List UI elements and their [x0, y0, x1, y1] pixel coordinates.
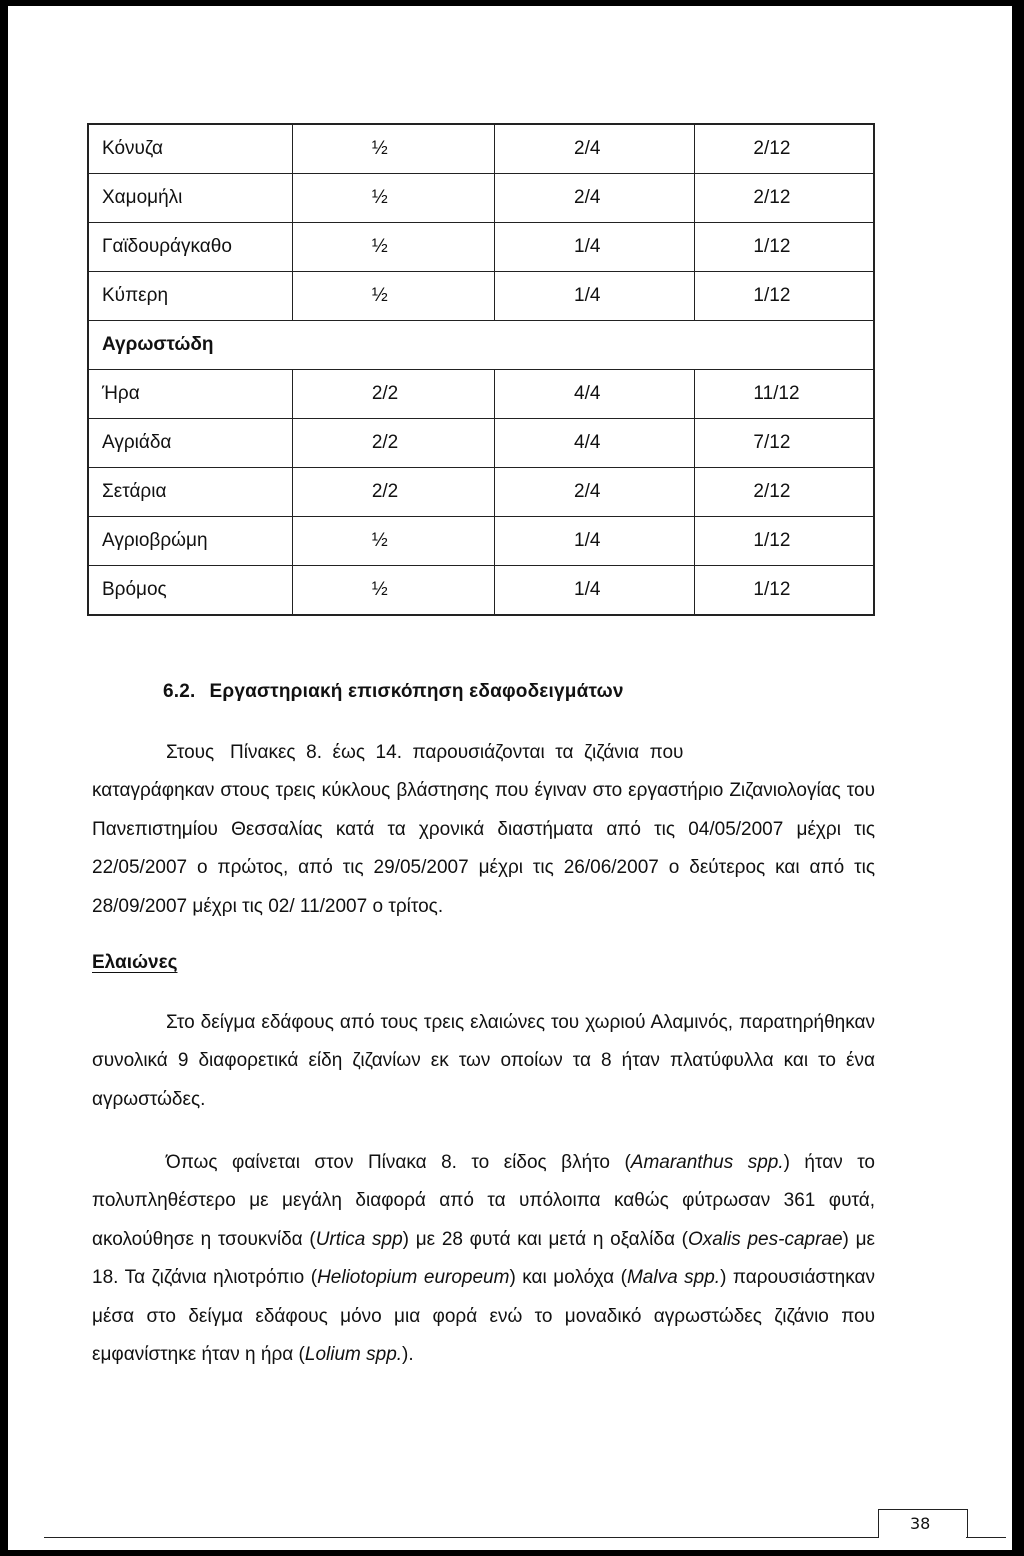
text-run: ) παρουσιάστηκαν μέσα στο δείγμα εδάφους μόνο μια φορά ενώ το μοναδικό αγρωστώδες ζιζάνιο που εμφανίστηκε ήταν η ήρα (: [92, 1267, 875, 1366]
table-row: [88, 272, 874, 321]
cycle3-cell: 1/12: [695, 272, 874, 321]
cycle3-cell: 11/12: [695, 370, 874, 419]
cycle2-cell: 4/4: [495, 419, 695, 468]
cycle3-cell: 1/12: [695, 566, 874, 616]
cycle1-cell: ½: [292, 223, 494, 272]
cycle1-cell: 2/2: [292, 419, 494, 468]
text-run: ) με 18. Τα ζιζάνια ηλιοτρόπιο (: [92, 1228, 876, 1289]
cycle2-cell: 2/4: [495, 124, 695, 174]
cycle1-cell: ½: [292, 517, 494, 566]
paragraph-intro-first-line: Στους Πίνακες 8. έως 14. παρουσιάζονται τα ζιζάνια που: [166, 742, 684, 763]
cycle2-cell: 2/4: [495, 468, 695, 517]
cycle3-cell: 1/12: [695, 223, 874, 272]
cycle3-cell: 2/12: [695, 468, 874, 517]
table-row: [88, 223, 874, 272]
section-heading: [163, 681, 624, 703]
text-run: ) και μολόχα (: [509, 1267, 627, 1289]
table-row: [88, 174, 874, 223]
table-group-row: [88, 321, 874, 370]
cycle1-cell: ½: [292, 566, 494, 616]
page-number: 38: [910, 1514, 931, 1533]
weed-name-cell: Βρόμος: [88, 566, 292, 616]
species-heliotropium: Heliotopium europeum: [317, 1267, 510, 1289]
table-row: [88, 517, 874, 566]
cycle2-cell: 1/4: [495, 566, 695, 616]
cycle1-cell: ½: [292, 174, 494, 223]
species-oxalis: Oxalis pes-caprae: [687, 1228, 843, 1250]
species-lolium: Lolium spp.: [304, 1344, 403, 1366]
weed-frequency-table: [87, 123, 875, 616]
cycle3-cell: 2/12: [695, 174, 874, 223]
table-row: [88, 566, 874, 616]
weed-name-cell: Σετάρια: [88, 468, 292, 517]
group-label: Αγρωστώδη: [88, 321, 874, 370]
paragraph-intro: [92, 734, 875, 926]
text-run: ).: [402, 1344, 414, 1366]
paragraph-olive-results: [92, 1144, 875, 1374]
cycle3-cell: 2/12: [695, 124, 874, 174]
footer-rule: [44, 1537, 878, 1538]
olive-groves-title: Ελαιώνες: [92, 952, 178, 973]
species-urtica: Urtica spp: [315, 1228, 403, 1250]
weed-name-cell: Αγριάδα: [88, 419, 292, 468]
table-row: [88, 468, 874, 517]
cycle1-cell: 2/2: [292, 468, 494, 517]
weed-name-cell: Ήρα: [88, 370, 292, 419]
cycle2-cell: 1/4: [495, 517, 695, 566]
weed-name-cell: Κύπερη: [88, 272, 292, 321]
paragraph-intro-rest: καταγράφηκαν στους τρεις κύκλους βλάστησης που έγιναν στο εργαστήριο Ζιζανιολογίας του Πανεπιστημίου Θεσσαλίας κατά τα χρονικά διαστήματα από τις 04/05/2007 μέχρι τις 22/05/2007 ο πρώτος, από τις 29/05/2007 μέχρι τις 26/06/2007 ο δεύτερος και από τις 28/09/2007 μέχρι τις 02/ 11/2007 ο τρίτος.: [92, 780, 875, 917]
weed-name-cell: Χαμομήλι: [88, 174, 292, 223]
cycle1-cell: ½: [292, 272, 494, 321]
section-title: Εργαστηριακή επισκόπηση εδαφοδειγμάτων: [209, 681, 624, 702]
cycle3-cell: 7/12: [695, 419, 874, 468]
cycle3-cell: 1/12: [695, 517, 874, 566]
cycle2-cell: 1/4: [495, 223, 695, 272]
cycle2-cell: 1/4: [495, 272, 695, 321]
page-footer: [8, 1508, 1012, 1548]
footer-rule-tail: [966, 1537, 1006, 1538]
weed-name-cell: Κόνυζα: [88, 124, 292, 174]
text-run: ) με 28 φυτά και μετά η οξαλίδα (: [402, 1228, 688, 1250]
section-number: 6.2.: [163, 681, 196, 702]
document-page: [8, 6, 1012, 1550]
text-run: ) ήταν το πολυπληθέστερο με μεγάλη διαφορά από τα υπόλοιπα καθώς φύτρωσαν 361 φυτά, ακολούθησε η τσουκνίδα (: [92, 1152, 875, 1250]
table-row: [88, 419, 874, 468]
cycle2-cell: 2/4: [495, 174, 695, 223]
weed-name-cell: Αγριοβρώμη: [88, 517, 292, 566]
weed-name-cell: Γαϊδουράγκαθο: [88, 223, 292, 272]
species-malva: Malva spp.: [626, 1267, 721, 1289]
table-row: [88, 124, 874, 174]
species-amaranthus: Amaranthus spp.: [630, 1152, 784, 1173]
table-row: [88, 370, 874, 419]
cycle2-cell: 4/4: [495, 370, 695, 419]
paragraph-olive-sample: Στο δείγμα εδάφους από τους τρεις ελαιώνες του χωριού Αλαμινός, παρατηρήθηκαν συνολικά 9 διαφορετικά είδη ζιζανίων εκ των οποίων τα 8 ήταν πλατύφυλλα και το ένα αγρωστώδες.: [92, 1012, 875, 1110]
text-run: Όπως φαίνεται στον Πίνακα 8. το είδος βλήτο (: [166, 1152, 631, 1173]
cycle1-cell: ½: [292, 124, 494, 174]
cycle1-cell: 2/2: [292, 370, 494, 419]
